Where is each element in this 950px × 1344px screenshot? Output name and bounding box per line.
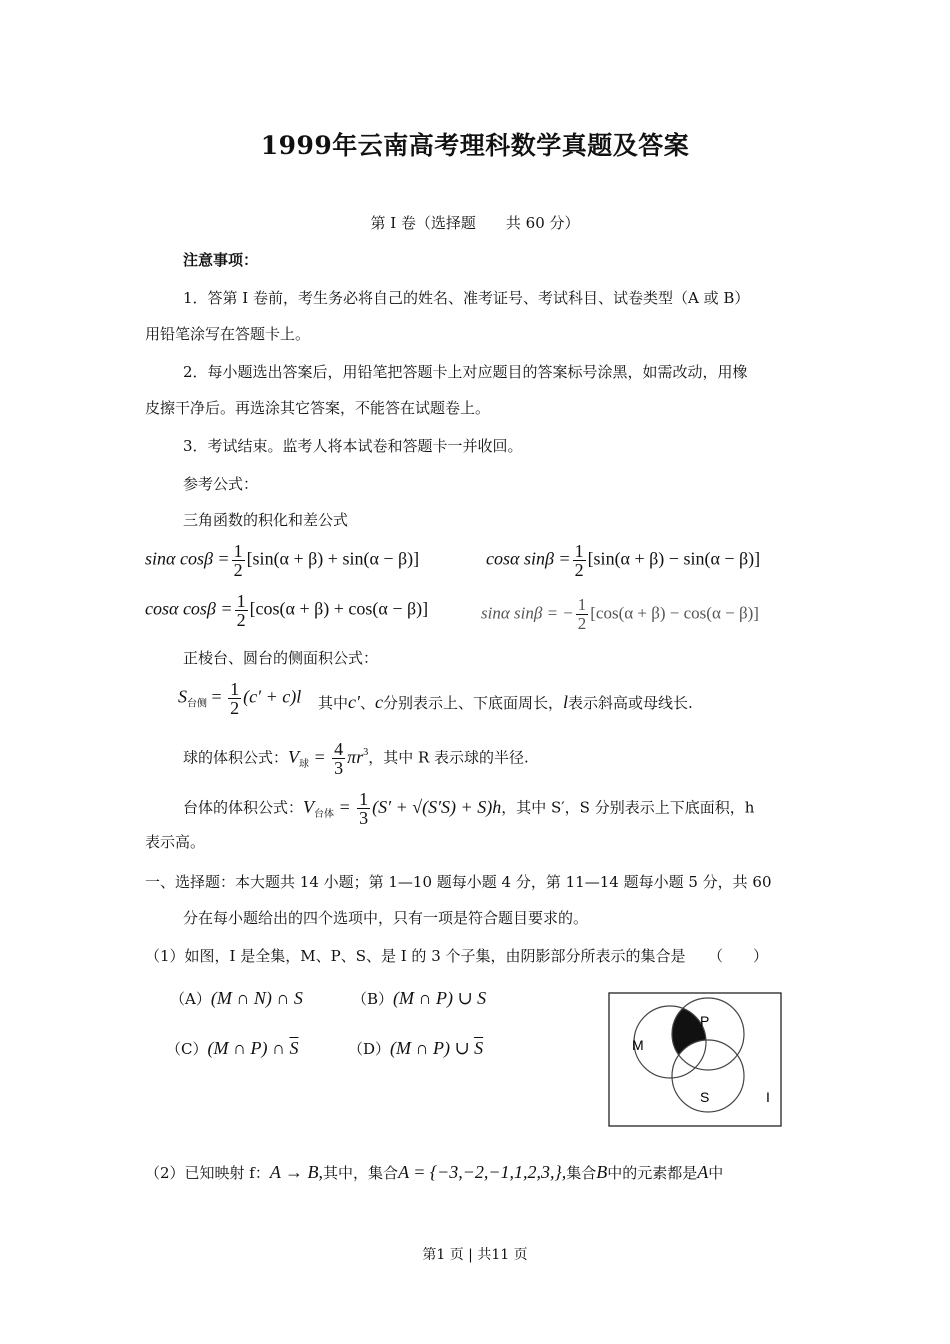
formula-cos-sin: [486, 542, 760, 579]
venn-diagram: [608, 992, 783, 1128]
label-m: M: [632, 1037, 644, 1053]
label-s: S: [700, 1089, 710, 1105]
formula-right: [sin(α + β) − sin(α − β)]: [587, 548, 761, 569]
page-title: 1999年云南高考理科数学真题及答案: [260, 131, 690, 160]
part1-heading-cont: 分在每小题给出的四个选项中，只有一项是符合题目要求的。: [183, 909, 589, 927]
frustum-volume-line: 台体的体积公式：$V_{台体}$ = $\frac{1}{3}$ (S′ + √(S′S) + S)h，其中 S′，S 分别表示上下底面积，h: [183, 789, 755, 828]
notice-item-1-cont: 用铅笔涂写在答题卡上。: [145, 325, 311, 343]
formula-left: sinα sinβ = −: [481, 603, 574, 623]
formula-right: [cos(α + β) + cos(α − β)]: [249, 598, 429, 619]
lateral-area-description: 其中c′、c分别表示上、下底面周长，l表示斜高或母线长.: [318, 692, 693, 712]
notice-item-3: 3．考试结束。监考人将本试卷和答题卡一并收回。: [183, 437, 523, 455]
fraction-one-third: $\frac{1}{3}$: [359, 789, 369, 828]
label-p: P: [700, 1013, 710, 1029]
trig-title: 三角函数的积化和差公式: [183, 511, 349, 529]
page-footer: 第1 页 | 共11 页: [422, 1247, 528, 1263]
fraction-half: $\frac{1}{2}$: [236, 591, 246, 630]
formula-sin-sin: [481, 596, 759, 633]
formula-right: [sin(α + β) + sin(α − β)]: [246, 548, 420, 569]
notice-item-2-cont: 皮擦干净后。再选涂其它答案，不能答在试题卷上。: [145, 399, 491, 417]
reference-title: 参考公式：: [183, 475, 259, 493]
formula-right: [cos(α + β) − cos(α − β)]: [590, 603, 759, 623]
question-1-stem: （1）如图，I 是全集，M、P、S、是 I 的 3 个子集，由阴影部分所表示的集合是 （ ）: [145, 947, 769, 965]
fraction-half: $\frac{1}{2}$: [233, 541, 243, 580]
notice-item-1: 1．答第 I 卷前，考生务必将自己的姓名、准考证号、考试科目、试卷类型（A 或 B）: [183, 289, 750, 307]
question-2-stem: （2）已知映射 f：A → B,其中，集合A = {−3,−2,−1,1,2,3,},集合B中的元素都是A中: [145, 1162, 724, 1182]
formula-left: cosα sinβ =: [486, 548, 571, 569]
formula-sin-cos: [145, 542, 419, 579]
notice-title: 注意事项：: [183, 251, 259, 269]
fraction-four-thirds: $\frac{4}{3}$: [334, 739, 344, 778]
formula-left: cosα cosβ =: [145, 598, 233, 619]
frustum-title: 正棱台、圆台的侧面积公式：: [183, 649, 379, 667]
section-heading: 第 I 卷（选择题 共 60 分）: [370, 214, 580, 232]
option-c: （C）(M ∩ P) ∩ $\overline{S}$: [166, 1038, 299, 1058]
option-a: （A）(M ∩ N) ∩ S: [170, 988, 303, 1008]
formula-cos-cos: [145, 592, 428, 629]
fraction-half: $\frac{1}{2}$: [574, 541, 584, 580]
lateral-area-formula: $S_{台侧}$ = $\frac{1}{2}$ (c′ + c)l: [178, 679, 302, 718]
label-i: I: [766, 1089, 770, 1105]
notice-item-2: 2．每小题选出答案后，用铅笔把答题卡上对应题目的答案标号涂黑，如需改动，用橡: [183, 363, 748, 381]
shaded-region: [608, 992, 783, 1128]
fraction-half: $\frac{1}{2}$: [577, 595, 587, 633]
sphere-volume-line: 球的体积公式：$V_球$ = $\frac{4}{3}$ $\pi r^3$，其中 R 表示球的半径.: [183, 739, 529, 778]
fraction-half: $\frac{1}{2}$: [230, 679, 240, 718]
option-b: （B）(M ∩ P) ∪ S: [352, 988, 487, 1008]
frustum-volume-cont: 表示高。: [145, 833, 206, 851]
part1-heading: 一、选择题：本大题共 14 小题；第 1—10 题每小题 4 分，第 11—14 题每小题 5 分，共 60: [145, 873, 772, 891]
formula-left: sinα cosβ =: [145, 548, 230, 569]
option-d: （D）(M ∩ P) ∪ $\overline{S}$: [348, 1038, 484, 1058]
